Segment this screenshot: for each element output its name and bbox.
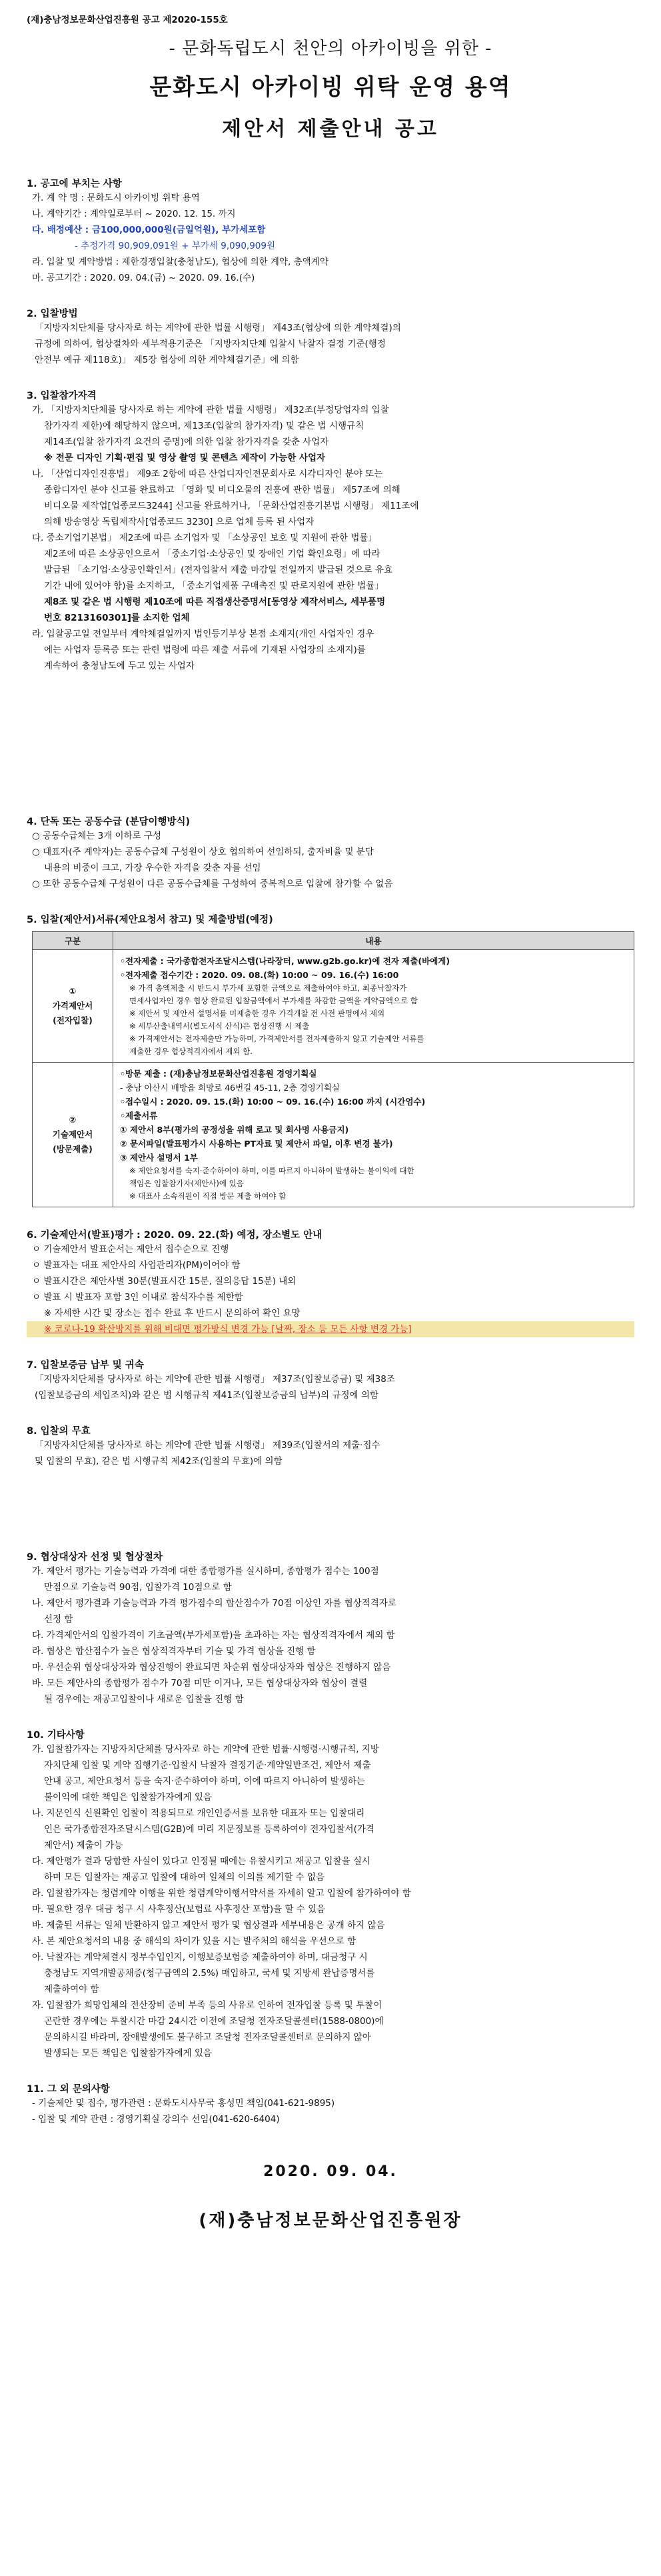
- r2-s3: ※ 대표사 소속직원이 직접 방문 제출 하여야 함: [129, 1191, 287, 1201]
- s6-b: ㅇ 발표자는 대표 제안사의 사업관리자(PM)이어야 함: [32, 1260, 241, 1271]
- s3-b3: 비디오물 제작업[업종코드3244] 신고를 완료하거나, 「문화산업진흥기본법 시행령」 제11조에: [44, 501, 419, 511]
- s3-d3: 계속하여 충청남도에 두고 있는 사업자: [44, 661, 195, 671]
- s2-p1: 「지방자치단체를 당사자로 하는 계약에 관한 법률 시행령」 제43조(협상에 의한 계약체결)의: [35, 323, 401, 333]
- s11-a: - 기술제안 및 접수, 평가관련 : 문화도시사무국 홍성민 책임(041-621-9895): [32, 2098, 335, 2109]
- s9-a1: 가. 제안서 평가는 기술능력과 가격에 대한 종합평가를 실시하며, 종합평가 점수는 100점: [32, 1566, 379, 1577]
- s9-f1: 바. 모든 제안사의 종합평가 점수가 70점 미만 이거나, 모든 협상대상자와 협상이 결렬: [32, 1678, 368, 1689]
- notice-date: 2020. 09. 04.: [263, 2163, 398, 2180]
- r2-l7: ③ 제안사 설명서 1부: [120, 1153, 198, 1163]
- row-price-proposal-category: [33, 950, 113, 1063]
- s10-b1: 나. 지문인식 신원확인 입찰이 적용되므로 개인인증서를 보유한 대표자 또는 입찰대리: [32, 1808, 365, 1819]
- s8-p1: 「지방자치단체를 당사자로 하는 계약에 관한 법률 시행령」 제39조(입찰서의 제출·접수: [35, 1440, 380, 1451]
- s6-d: ㅇ 발표 시 발표자 포함 3인 이내로 참석자수를 제한함: [32, 1292, 243, 1303]
- row1-label: 가격제안서: [52, 1001, 93, 1011]
- s1-line-d: 라. 입찰 및 계약방법 : 제한경쟁입찰(충청남도), 협상에 의한 계약, 총액계약: [32, 257, 329, 267]
- section-7-heading: 7. 입찰보증금 납부 및 귀속: [27, 1360, 144, 1371]
- s3-b2: 종합디자인 분야 신고를 완료하고 「영화 및 비디오물의 진흥에 관한 법률」 제57조에 의해: [44, 485, 400, 495]
- r1-s3: ※ 제안서 및 제안서 설명서를 미제출한 경우 가격개찰 전 사전 판명에서 제외: [129, 1009, 385, 1018]
- s3-a1: 가. 「지방자치단체를 당사자로 하는 계약에 관한 법률 시행령」 제32조(부정당업자의 입찰: [32, 405, 389, 415]
- r1-s1: ※ 가격 총액제출 시 반드시 부가세 포함한 금액으로 제출하여야 하고, 최종낙찰자가: [129, 983, 407, 993]
- row2-label: 기술제안서: [52, 1129, 93, 1139]
- s3-a2: 참가자격 제한)에 해당하지 않으며, 제13조(입찰의 참가자격) 및 같은 법 시행규칙: [44, 421, 364, 431]
- s6-f: ※ 코로나-19 확산방지를 위해 비대면 평가방식 변경 가능 [날짜, 장소 등 모든 사항 변경 가능]: [27, 1321, 634, 1337]
- section-10-heading: 10. 기타사항: [27, 1730, 85, 1741]
- s10-f1: 바. 제출된 서류는 일체 반환하지 않고 제안서 평가 및 협상결과 세부내용은 공개 하지 않음: [32, 1920, 385, 1931]
- row1-method: (전자입찰): [53, 1015, 93, 1025]
- r2-l3: ◦접수일시 : 2020. 09. 15.(화) 10:00 ~ 09. 16.(수) 16:00 까지 (시간엄수): [120, 1097, 426, 1107]
- s6-c: ㅇ 발표시간은 제안사별 30분(발표시간 15분, 질의응답 15분) 내외: [32, 1276, 297, 1287]
- s1-line-c2: - 추정가격 90,909,091원 + 부가세 9,090,909원: [75, 241, 276, 251]
- s3-c1: 다. 중소기업기본법」 제2조에 따른 소기업자 및 「소상공인 보호 및 지원에 관한 법률」: [32, 533, 377, 543]
- s10-d: 라. 입찰참가자는 청렴계약 이행을 위한 청렴계약이행서약서를 자세히 알고 입찰에 참가하여야 함: [32, 1888, 411, 1899]
- s6-e: ※ 자세한 시간 및 장소는 접수 완료 후 반드시 문의하여 확인 요망: [44, 1308, 301, 1319]
- s10-a2: 자치단체 입찰 및 계약 집행기준·입찰시 낙찰자 결정기준·계약일반조건, 제안서 제출: [44, 1760, 371, 1771]
- s11-b: - 입찰 및 계약 관련 : 경영기획실 강의수 선임(041-620-6404): [32, 2114, 280, 2125]
- s10-i4: 발생되는 모든 책임은 입찰참가자에게 있음: [44, 2048, 212, 2059]
- s9-b1: 나. 제안서 평가결과 기술능력과 가격 평가점수의 합산점수가 70점 이상인 자를 협상적격자로: [32, 1598, 396, 1609]
- submission-table: [32, 931, 634, 1207]
- s10-h1: 아. 낙찰자는 계약체결시 정부수입인지, 이행보증보험증 제출하여야 하며, 대금청구 시: [32, 1952, 368, 1963]
- row2-method: (방문제출): [53, 1144, 93, 1154]
- col-header-content: 내용: [113, 932, 634, 950]
- s9-a2: 만점으로 기술능력 90점, 입찰가격 10점으로 함: [44, 1582, 232, 1593]
- col-header-category: 구분: [33, 932, 113, 950]
- s9-b2: 선정 함: [44, 1614, 73, 1625]
- s9-e1: 마. 우선순위 협상대상자와 협상진행이 완료되면 차순위 협상대상자와 협상은 진행하지 않음: [32, 1662, 391, 1673]
- row1-num: ①: [69, 986, 77, 996]
- s9-c: 다. 가격제안서의 입찰가격이 기초금액(부가세포함)을 초과하는 자는 협상적격자에서 제외 함: [32, 1630, 395, 1641]
- s3-c5: 제8조 및 같은 법 시행령 제10조에 따른 직접생산증명서[동영상 제작서비스, 세부품명: [44, 597, 386, 607]
- r1-s2: 면세사업자인 경우 협상 완료된 입찰금액에서 부가세를 차감한 금액을 계약금액으로 함: [129, 996, 418, 1005]
- row-tech-proposal-category: [33, 1063, 113, 1207]
- s10-b2: 인은 국가종합전자조달시스템(G2B)에 미리 지문정보를 등록하여야 전자입찰서(가격: [44, 1824, 374, 1835]
- r1-l1: ◦전자제출 : 국가종합전자조달시스템(나라장터, www.g2b.go.kr)에 전자 제출(바에게): [120, 956, 450, 966]
- section-3-heading: 3. 입찰참가자격: [27, 391, 97, 401]
- s10-h3: 제출하여야 함: [44, 1984, 99, 1995]
- s8-p2: 및 입찰의 무효), 같은 법 시행규칙 제42조(입찰의 무효)에 의함: [35, 1456, 283, 1467]
- s10-b3: 제안서) 제출이 가능: [44, 1840, 123, 1851]
- row2-num: ②: [69, 1115, 77, 1125]
- s2-p2: 규정에 의하여, 협상절차와 세부적용기준은 「지방자치단체 입찰시 낙찰자 결정 기준(행정: [35, 339, 386, 349]
- s1-line-c: 다. 배정예산 : 금100,000,000원(금일억원), 부가세포함: [32, 225, 266, 235]
- s10-a1: 가. 입찰참가자는 지방자치단체를 당사자로 하는 계약에 관한 법률·시행령·시행규칙, 지방: [32, 1744, 379, 1755]
- s10-g: 사. 본 제안요청서의 내용 중 해석의 차이가 있을 시는 발주처의 해석을 우선으로 함: [32, 1936, 356, 1947]
- r1-s5: ※ 가격제안서는 전자제출만 가능하며, 가격제안서를 전자제출하지 않고 기술제안 서류를: [129, 1034, 424, 1043]
- s3-b1: 나. 「산업디자인진흥법」 제9조 2항에 따른 산업디자인전문회사로 시각디자인 분야 또는: [32, 469, 383, 479]
- s3-c4: 기간 내에 있어야 함)를 소지하고, 「중소기업제품 구매촉진 및 판로지원에 관한 법률」: [44, 581, 384, 591]
- r2-l4: ◦제출서류: [120, 1111, 158, 1121]
- s1-line-a: 가. 계 약 명 : 문화도시 아카이빙 위탁 용역: [32, 193, 200, 203]
- blank-gap: [27, 674, 634, 794]
- s10-a3: 안내 공고, 제안요청서 등을 숙지·준수하여야 하며, 이에 따르지 아니하여 발생하는: [44, 1776, 365, 1787]
- s4-b2: 내용의 비중이 크고, 가장 우수한 자격을 갖춘 자를 선임: [44, 863, 261, 873]
- s3-c2: 제2조에 따른 소상공인으로서 「중소기업·소상공인 및 장애인 기업 확인요령」에 따라: [44, 549, 380, 559]
- r1-l2: ◦전자제출 접수기간 : 2020. 09. 08.(화) 10:00 ~ 09. 16.(수) 16:00: [120, 970, 399, 980]
- section-1-heading: 1. 공고에 부치는 사항: [27, 179, 122, 189]
- section-11-heading: 11. 그 외 문의사항: [27, 2084, 110, 2095]
- section-9-heading: 9. 협상대상자 선정 및 협상절차: [27, 1552, 163, 1563]
- notice-title: 문화도시 아카이빙 위탁 운영 용역: [149, 74, 512, 101]
- s10-e: 마. 필요한 경우 대금 청구 시 사후정산(보험료 사후정산 포함)을 할 수 있음: [32, 1904, 326, 1915]
- s10-a4: 불이익에 대한 책임은 입찰참가자에게 있음: [44, 1792, 212, 1803]
- s3-d2: 에는 사업자 등록증 또는 관련 법령에 따른 제출 서류에 기재된 사업장의 소재지)를: [44, 645, 366, 655]
- section-5-heading: 5. 입찰(제안서)서류(제안요청서 참고) 및 제출방법(예정): [27, 915, 273, 925]
- section-8-heading: 8. 입찰의 무효: [27, 1426, 91, 1437]
- r2-l2: - 충남 아산시 배방읍 희망로 46번길 45-11, 2층 경영기획실: [120, 1083, 340, 1093]
- s3-b4: 의해 방송영상 독립제작사[업종코드 3230] 으로 업체 등록 된 사업자: [44, 517, 315, 527]
- s10-i1: 자. 입찰참가 희망업체의 전산장비 준비 부족 등의 사유로 인하여 전자입찰 등록 및 투찰이: [32, 2000, 382, 2011]
- s3-a4: ※ 전문 디자인 기획·편집 및 영상 촬영 및 콘텐츠 제작이 가능한 사업자: [44, 453, 326, 463]
- notice-subtitle: - 문화독립도시 천안의 아카이빙을 위한 -: [169, 39, 492, 59]
- notice-title-2: 제안서 제출안내 공고: [222, 117, 439, 141]
- r1-s6: 제출한 경우 협상적격자에서 제외 함.: [129, 1047, 253, 1056]
- s10-h2: 충청남도 지역개발공채증(청구금액의 2.5%) 매입하고, 국세 및 지방세 완납증명서를: [44, 1968, 375, 1979]
- r2-s2: 책임은 입찰참가자(제안사)에 있음: [129, 1179, 244, 1188]
- s6-a: ㅇ 기술제안서 발표순서는 제안서 접수순으로 진행: [32, 1244, 229, 1255]
- s3-c3: 발급된 「소기업·소상공인확인서」(전자입찰서 제출 마감일 전일까지 발급된 것으로 유효: [44, 565, 393, 575]
- s1-line-e: 마. 공고기간 : 2020. 09. 04.(금) ~ 2020. 09. 16.(수): [32, 273, 255, 283]
- s10-i3: 문의하시길 바라며, 장애발생에도 불구하고 조달청 전자조달콜센터로 문의하지 않아: [44, 2032, 371, 2043]
- row-tech-proposal-content: [113, 1063, 634, 1207]
- section-6-heading: 6. 기술제안서(발표)평가 : 2020. 09. 22.(화) 예정, 장소별도 안내: [27, 1230, 323, 1241]
- s7-p1: 「지방자치단체를 당사자로 하는 계약에 관한 법률 시행령」 제37조(입찰보증금) 및 제38조: [35, 1374, 395, 1385]
- blank-gap-2: [27, 1469, 634, 1529]
- r2-l5: ① 제안서 8부(평가의 공정성을 위해 로고 및 회사명 사용금지): [120, 1125, 349, 1135]
- s3-a3: 제14조(입찰 참가자격 요건의 증명)에 의한 입찰 참가자격을 갖춘 사업자: [44, 437, 329, 447]
- s3-d1: 라. 입찰공고일 전일부터 계약체결일까지 법인등기부상 본점 소재지(개인 사업자인 경우: [32, 629, 374, 639]
- s10-i2: 곤란한 경우에는 투찰시간 마감 24시간 이전에 조달청 전자조달콜센터(1588-0800)에: [44, 2016, 384, 2027]
- r2-l1: ◦방문 제출 : (재)충남정보문화산업진흥원 경영기획실: [120, 1069, 317, 1079]
- s10-c2: 하며 모든 입찰자는 재공고 입찰에 대하여 일체의 이의를 제기할 수 없음: [44, 1872, 325, 1883]
- row-price-proposal-content: [113, 950, 634, 1063]
- issuer-name: (재)충남정보문화산업진흥원장: [199, 2211, 462, 2231]
- s4-a: ○ 공동수급체는 3개 이하로 구성: [32, 831, 162, 841]
- s9-d: 라. 협상은 합산점수가 높은 협상적격자부터 기술 및 가격 협상을 진행 함: [32, 1646, 316, 1657]
- s4-c: ○ 또한 공동수급체 구성원이 다른 공동수급체를 구성하여 중복적으로 입찰에 참가할 수 없음: [32, 879, 393, 889]
- s9-f2: 될 경우에는 재공고입찰이나 새로운 입찰을 진행 함: [44, 1694, 244, 1705]
- s4-b1: ○ 대표자(주 계약자)는 공동수급체 구성원이 상호 협의하여 선임하되, 출자비율 및 분담: [32, 847, 374, 857]
- section-4-heading: 4. 단독 또는 공동수급 (분담이행방식): [27, 817, 191, 827]
- s3-c6: 번호 8213160301]를 소지한 업체: [44, 613, 190, 623]
- section-2-heading: 2. 입찰방법: [27, 309, 78, 319]
- s2-p3: 안전부 예규 제118호)」 제5장 협상에 의한 계약체결기준」에 의함: [35, 355, 299, 365]
- s1-line-b: 나. 계약기간 : 계약일로부터 ~ 2020. 12. 15. 까지: [32, 209, 236, 219]
- s10-c1: 다. 제안평가 결과 당합한 사실이 있다고 인정될 때에는 유찰시키고 재공고 입찰을 실시: [32, 1856, 370, 1867]
- r2-s1: ※ 제안요청서를 숙지·준수하여야 하며, 이를 따르지 아니하여 발생하는 불이익에 대한: [129, 1166, 414, 1175]
- r2-l6: ② 문서파일(발표평가시 사용하는 PT자료 및 제안서 파일, 이후 변경 불가): [120, 1139, 393, 1149]
- s7-p2: (입찰보증금의 세입조치)와 같은 법 시행규칙 제41조(입찰보증금의 납부)의 규정에 의함: [35, 1390, 378, 1401]
- notice-number: (재)충남정보문화산업진흥원 공고 제2020-155호: [27, 15, 228, 25]
- r1-s4: ※ 세부산출내역서(별도서식 산식)은 협상진행 시 제출: [129, 1021, 310, 1031]
